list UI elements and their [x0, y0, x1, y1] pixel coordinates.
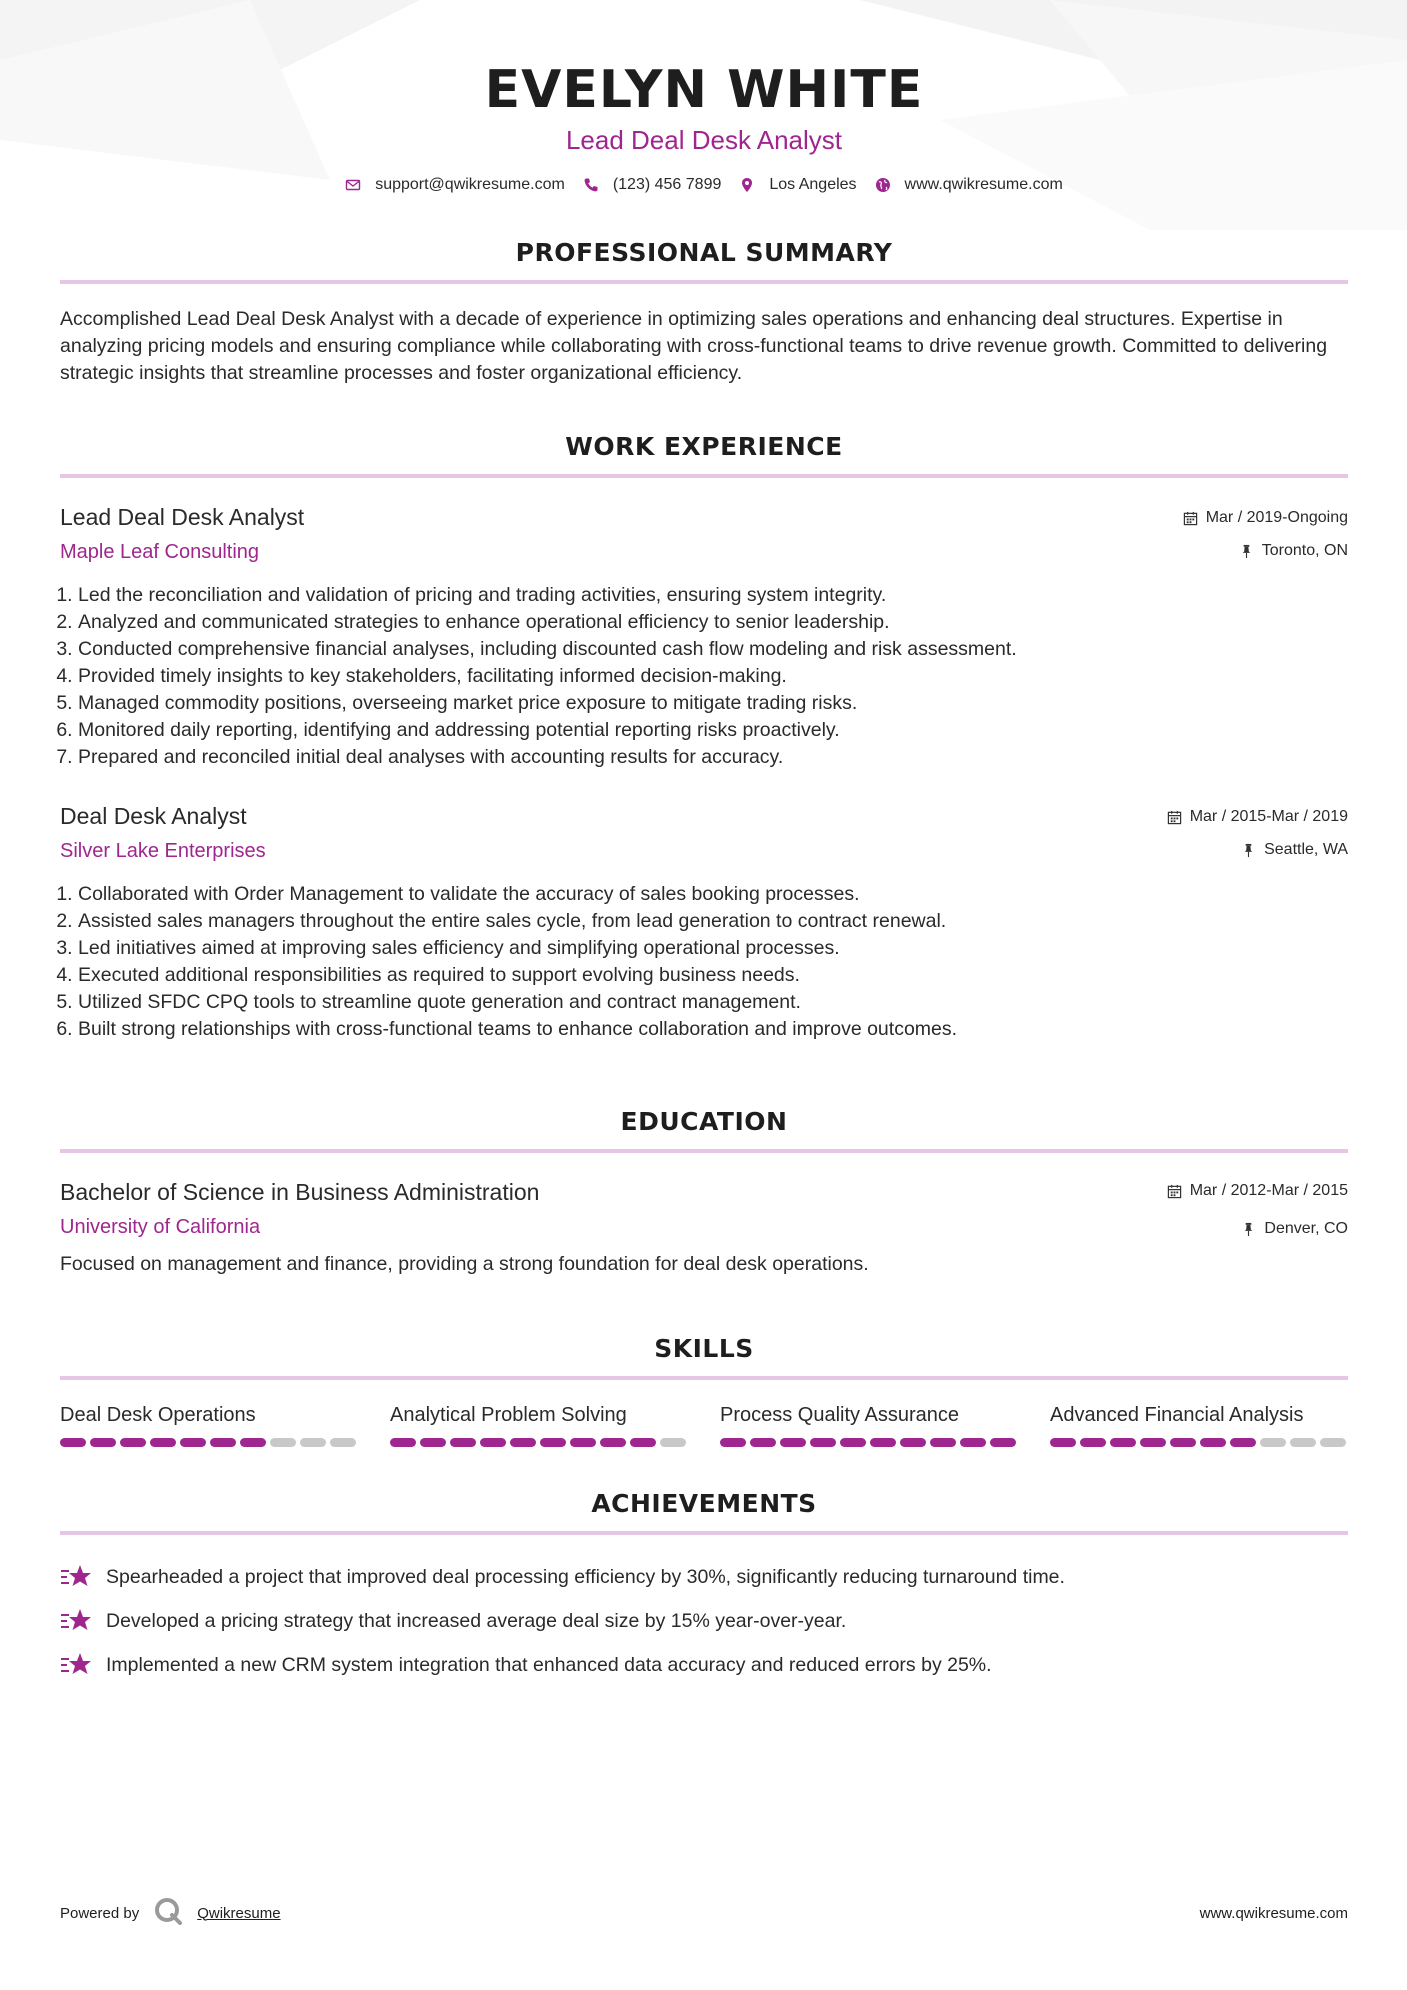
skill-segment-empty: [330, 1438, 356, 1447]
job-role: Deal Desk Analyst: [60, 803, 247, 829]
job-bullet: 1. Collaborated with Order Management to validate the accuracy of sales booking processes.: [78, 881, 1348, 908]
pushpin-icon: [1241, 1222, 1256, 1237]
skill-segment-filled: [1170, 1438, 1196, 1447]
calendar-icon: [1167, 1184, 1182, 1199]
job-company: Maple Leaf Consulting: [60, 541, 260, 563]
job-bullet: 6. Monitored daily reporting, identifying and addressing potential reporting risks proactively.: [78, 717, 1348, 744]
footer-website[interactable]: www.qwikresume.com: [1199, 1904, 1348, 1922]
skill-segment-filled: [990, 1438, 1016, 1447]
contact-website-text: www.qwikresume.com: [904, 176, 1063, 193]
contact-phone-text: (123) 456 7899: [612, 176, 722, 193]
contact-website[interactable]: [875, 176, 1063, 194]
job-bullets: [60, 582, 1348, 771]
skill-segment-empty: [1260, 1438, 1286, 1447]
job-entry: [60, 502, 1348, 771]
contact-location-text: Los Angeles: [769, 176, 857, 193]
skill-segment-filled: [240, 1438, 266, 1447]
experience-divider: [60, 474, 1348, 478]
job-location: [1167, 840, 1348, 860]
skill-segment-filled: [120, 1438, 146, 1447]
skill-segment-empty: [300, 1438, 326, 1447]
skill-segment-filled: [60, 1438, 86, 1447]
skill-level-bar: [390, 1438, 690, 1447]
summary-text: Accomplished Lead Deal Desk Analyst with a decade of experience in optimizing sales operations and enhancing deal structures. Expertise in analyzing pricing models and ensuring compliance while collaborating with cross-functional teams to drive revenue growth. Committed to delivering strategic insights that streamline processes and foster organizational efficiency.: [60, 308, 1328, 384]
education-heading: EDUCATION: [620, 1107, 788, 1136]
achievements-heading: ACHIEVEMENTS: [591, 1489, 817, 1518]
skill-segment-filled: [720, 1438, 746, 1447]
achievement-text: Implemented a new CRM system integration that enhanced data accuracy and reduced errors by 25%.: [106, 1653, 992, 1676]
contact-phone[interactable]: [583, 176, 722, 194]
qwikresume-link[interactable]: Qwikresume: [197, 1904, 281, 1922]
contact-email[interactable]: [345, 176, 565, 194]
map-pin-icon: [739, 177, 755, 193]
education-school: University of California: [60, 1216, 261, 1238]
skill-segment-filled: [210, 1438, 236, 1447]
skills-section: [60, 1332, 1348, 1447]
achievement-item: [60, 1555, 1348, 1599]
job-bullet: 2. Analyzed and communicated strategies to enhance operational efficiency to senior leadership.: [78, 609, 1348, 636]
job-bullet: 5. Utilized SFDC CPQ tools to streamline quote generation and contract management.: [78, 989, 1348, 1016]
job-location-text: Seattle, WA: [1264, 841, 1348, 858]
education-divider: [60, 1149, 1348, 1153]
skill-segment-filled: [600, 1438, 626, 1447]
skill-segment-filled: [1140, 1438, 1166, 1447]
skill-segment-filled: [840, 1438, 866, 1447]
skill-segment-filled: [810, 1438, 836, 1447]
star-icon: [60, 1651, 92, 1679]
globe-icon: [875, 177, 891, 193]
job-company: Silver Lake Enterprises: [60, 840, 266, 862]
job-dates-text: Mar / 2015-Mar / 2019: [1189, 808, 1348, 825]
education-location: [1167, 1219, 1348, 1239]
skill-segment-filled: [570, 1438, 596, 1447]
skill-segment-filled: [1110, 1438, 1136, 1447]
job-location-text: Toronto, ON: [1261, 542, 1348, 559]
experience-heading: WORK EXPERIENCE: [565, 432, 843, 461]
page-footer: [60, 1896, 1348, 1930]
skill-segment-filled: [420, 1438, 446, 1447]
job-bullet: 5. Managed commodity positions, overseeing market price exposure to mitigate trading risks.: [78, 690, 1348, 717]
skill-segment-filled: [150, 1438, 176, 1447]
skill-item: [720, 1402, 1020, 1447]
contact-email-text: support@qwikresume.com: [375, 176, 565, 193]
pushpin-icon: [1241, 843, 1256, 858]
achievements-section: [60, 1487, 1348, 1687]
skill-segment-filled: [870, 1438, 896, 1447]
qwikresume-logo-icon: [153, 1896, 183, 1930]
skill-segment-filled: [960, 1438, 986, 1447]
skill-segment-empty: [1290, 1438, 1316, 1447]
job-dates: [1183, 508, 1348, 528]
contact-location: [739, 176, 856, 194]
job-role: Lead Deal Desk Analyst: [60, 504, 305, 530]
skills-heading: SKILLS: [654, 1334, 754, 1363]
education-description: Focused on management and finance, providing a strong foundation for deal desk operations.: [60, 1253, 869, 1275]
job-bullet: 4. Provided timely insights to key stakeholders, facilitating informed decision-making.: [78, 663, 1348, 690]
achievement-item: [60, 1599, 1348, 1643]
skill-segment-filled: [540, 1438, 566, 1447]
education-dates: [1167, 1181, 1348, 1201]
job-bullet: 3. Led initiatives aimed at improving sales efficiency and simplifying operational processes.: [78, 935, 1348, 962]
skill-name: Deal Desk Operations: [60, 1404, 256, 1426]
job-bullet: 3. Conducted comprehensive financial analyses, including discounted cash flow modeling and risk assessment.: [78, 636, 1348, 663]
skill-name: Analytical Problem Solving: [390, 1404, 627, 1426]
skill-segment-empty: [1320, 1438, 1346, 1447]
skills-divider: [60, 1376, 1348, 1380]
summary-section: [60, 236, 1348, 387]
skill-segment-filled: [930, 1438, 956, 1447]
skills-grid: [60, 1402, 1348, 1447]
skill-segment-filled: [1230, 1438, 1256, 1447]
skill-segment-filled: [750, 1438, 776, 1447]
skill-segment-filled: [630, 1438, 656, 1447]
education-entry: [60, 1177, 1348, 1278]
job-dates: [1167, 807, 1348, 827]
skill-segment-filled: [90, 1438, 116, 1447]
candidate-title: Lead Deal Desk Analyst: [565, 125, 843, 155]
summary-divider: [60, 280, 1348, 284]
education-section: [60, 1105, 1348, 1278]
phone-icon: [583, 177, 599, 193]
skill-level-bar: [60, 1438, 360, 1447]
achievement-text: Developed a pricing strategy that increased average deal size by 15% year-over-year.: [106, 1609, 847, 1632]
calendar-icon: [1183, 511, 1198, 526]
skill-segment-filled: [450, 1438, 476, 1447]
skill-level-bar: [720, 1438, 1020, 1447]
skill-segment-filled: [780, 1438, 806, 1447]
resume-page: [60, 0, 1348, 1687]
job-bullets: [60, 881, 1348, 1043]
job-bullet: 4. Executed additional responsibilities as required to support evolving business needs.: [78, 962, 1348, 989]
skill-item: [1050, 1402, 1350, 1447]
skill-name: Process Quality Assurance: [720, 1404, 959, 1426]
job-dates-text: Mar / 2019-Ongoing: [1205, 509, 1348, 526]
experience-section: [60, 430, 1348, 1043]
candidate-name: EVELYN WHITE: [484, 60, 924, 120]
star-icon: [60, 1607, 92, 1635]
job-bullet: 6. Built strong relationships with cross-functional teams to enhance collaboration and improve outcomes.: [78, 1016, 1348, 1043]
skill-segment-filled: [510, 1438, 536, 1447]
job-bullet: 2. Assisted sales managers throughout the entire sales cycle, from lead generation to contract renewal.: [78, 908, 1348, 935]
pushpin-icon: [1239, 544, 1254, 559]
resume-header: [60, 0, 1348, 194]
skill-segment-filled: [1080, 1438, 1106, 1447]
skill-item: [390, 1402, 690, 1447]
skill-segment-filled: [1200, 1438, 1226, 1447]
skill-segment-filled: [480, 1438, 506, 1447]
education-location-text: Denver, CO: [1264, 1220, 1348, 1237]
powered-by-label: Powered by: [60, 1904, 140, 1922]
star-icon: [60, 1563, 92, 1591]
calendar-icon: [1167, 810, 1182, 825]
education-dates-text: Mar / 2012-Mar / 2015: [1189, 1182, 1348, 1199]
contact-row: [60, 176, 1348, 194]
skill-segment-filled: [1050, 1438, 1076, 1447]
skill-item: [60, 1402, 360, 1447]
achievement-item: [60, 1643, 1348, 1687]
job-bullet: 7. Prepared and reconciled initial deal analyses with accounting results for accuracy.: [78, 744, 1348, 771]
skill-segment-empty: [270, 1438, 296, 1447]
skill-level-bar: [1050, 1438, 1350, 1447]
job-bullet: 1. Led the reconciliation and validation of pricing and trading activities, ensuring system integrity.: [78, 582, 1348, 609]
skill-segment-empty: [660, 1438, 686, 1447]
skill-segment-filled: [390, 1438, 416, 1447]
achievement-text: Spearheaded a project that improved deal processing efficiency by 30%, significantly reducing turnaround time.: [106, 1565, 1065, 1588]
achievements-divider: [60, 1531, 1348, 1535]
job-location: [1183, 541, 1348, 561]
skill-segment-filled: [900, 1438, 926, 1447]
job-entry: [60, 801, 1348, 1043]
skill-segment-filled: [180, 1438, 206, 1447]
education-degree: Bachelor of Science in Business Administration: [60, 1179, 540, 1205]
skill-name: Advanced Financial Analysis: [1050, 1404, 1304, 1426]
summary-heading: PROFESSIONAL SUMMARY: [515, 238, 893, 267]
achievements-list: [60, 1555, 1348, 1687]
envelope-icon: [345, 177, 361, 193]
